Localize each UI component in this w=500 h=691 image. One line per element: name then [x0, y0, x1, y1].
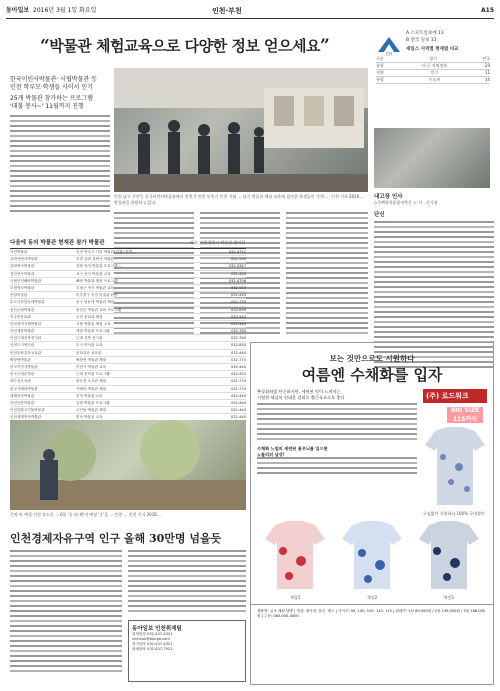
stats-cell: 화도진 도서관 체험	[76, 379, 107, 384]
stats-cell: 인천문화유산교육관	[10, 350, 42, 355]
stats-cell: 032-440	[230, 321, 246, 326]
stats-cell: 국립인천해양박물관	[10, 278, 42, 283]
stats-cell: 가천박물관	[10, 250, 28, 254]
ad-shirt-item	[263, 521, 327, 601]
ad-shirt-item	[340, 521, 404, 601]
ad-caption-right: 구김없이 시원하다 100% 국내생산	[423, 511, 485, 516]
stats-cell: 공항 박물관 프로그램	[76, 400, 110, 405]
stats-cell: 수도국산달동네박물관	[10, 300, 45, 305]
stats-cell: 이민사 박물관 교육	[76, 365, 107, 369]
ad-footer: 제품명: 실크 재원 남방 | 색상: 네이비, 블루, 레드 | 사이즈: 95, 100, 105, 110, 115 | 판매가: 1장 89,000원 / 2장 139,000원 / 3장 188,000원 | 주문: 080-000-0000	[251, 604, 493, 622]
stats-cell: 문화유산 교육관	[76, 350, 102, 355]
stats-cell: 근대 건축 전시관	[76, 336, 103, 341]
cover-row: 특별 수도권 14	[376, 77, 490, 82]
stats-row	[10, 393, 246, 400]
ad-big-size: BIG SIZE 115까지	[447, 407, 483, 423]
cover-row: 종합 시·군 지역정보 20	[376, 63, 490, 68]
stats-table	[10, 248, 246, 429]
shirt-label: 색상1	[290, 594, 301, 600]
stats-row	[10, 371, 246, 378]
stats-row	[10, 271, 246, 278]
stats-cell: 032-899	[230, 307, 246, 312]
stats-cell: 한국이민사박물관	[10, 365, 38, 369]
article2-body-col2	[128, 550, 246, 615]
stats-cell: 인천근대건축전시관	[10, 336, 42, 341]
stats-cell: 주민 문화관 체험	[76, 314, 103, 319]
main-photo-caption: 인천 남구 주안동 한국이민사박물관에서 인천기 인천 인천기 인천 기념 ... 남기 박물관 체험 교육에 참가한 학생들이 '인천 ... 인천 기자 2016 ... 박물관을 관람하고 있다.	[114, 194, 365, 205]
stats-row	[10, 342, 246, 349]
masthead	[6, 6, 494, 16]
infobox-row: incheon@donga.com	[132, 637, 170, 641]
stats-cell: 인천세계민속박물관	[10, 415, 42, 420]
ad-top-small: 보는 것만으로도 시원하다	[329, 354, 415, 363]
cover-title1: A 스모트일보에 13	[406, 31, 444, 36]
cover-row: 지역 인기 11	[376, 70, 490, 75]
shirt-label: 색상3	[443, 594, 454, 600]
infobox-row: 판매담당 032-437-7921	[132, 647, 173, 651]
stats-cell: 032-440	[230, 365, 246, 369]
stats-row	[10, 307, 246, 314]
stats-cell: 서구 선사 박물관 교육	[76, 271, 111, 276]
stats-cell: 미추홀구 송암 미술관 관람	[76, 293, 118, 298]
stats-row	[10, 285, 246, 292]
shirt-label: 색상2	[366, 594, 378, 600]
article1-headline: “박물관 체험교육으로 다양한 정보 얻으세요”	[40, 36, 330, 56]
tree-photo-illustration	[10, 420, 246, 510]
article2-headline: 인천경제자유구역 인구 올해 30만명 넘을듯	[10, 532, 222, 545]
stats-cell: 인천 연수구 가천 박물관(인천) 통계 ...	[76, 250, 137, 254]
cover-title2: B 전국 일보 13	[406, 38, 437, 43]
stats-cell: 이주민문화관	[10, 314, 31, 319]
stats-cell: 동구 달동네 박물관 체험	[76, 300, 115, 305]
shirt-blue-icon	[340, 521, 404, 591]
stats-cell: 인천강화고인돌박물관	[10, 408, 45, 413]
ad-brand: (주) 로드워크	[423, 389, 487, 403]
stats-cell: 한국근대문학관	[10, 372, 35, 377]
stats-cell: 도시 역사관 교육	[76, 343, 103, 348]
stats-source: 자료: 인천광역시 박물관 협의회	[189, 240, 245, 245]
article1-deck	[10, 76, 110, 111]
ad-shirt-item	[417, 521, 481, 601]
stats-cell: 근대 문학관 프로그램	[76, 372, 110, 377]
stats-cell: 032-850	[230, 343, 246, 348]
stats-cell: 032-515	[230, 285, 246, 290]
stats-cell: 세계문자박물관	[10, 393, 35, 398]
stats-cell: 032-760	[230, 336, 246, 341]
stats-row	[10, 350, 246, 357]
stats-row	[10, 400, 246, 407]
stats-cell: 032-455	[230, 372, 246, 377]
stats-row	[10, 299, 246, 306]
stats-row	[10, 278, 246, 285]
stats-row	[10, 378, 246, 385]
infobox-row: 취재팀장 032-437-4321	[132, 632, 173, 636]
stats-cell: 민속 박물관 교육	[76, 415, 103, 420]
stats-cell: 카메라 박물관 체험	[76, 386, 107, 391]
ad-copy2: 시원한 색감의 현대운 컬러로 출근룩으로도 좋다	[257, 394, 345, 400]
stats-cell: 강화자연사박물관	[10, 257, 38, 262]
stats-cell: 화도진도서관	[10, 379, 31, 384]
stats-cell: 인천광역시립박물관	[10, 321, 42, 326]
stats-row	[10, 256, 246, 263]
infobox	[128, 620, 246, 682]
deck-line: 한국이민사박물관· 시립박물관 등	[10, 76, 97, 83]
stats-cell: 032-770	[230, 300, 246, 305]
right-head1: 내고장 인사	[374, 194, 403, 200]
article2-body-col1	[10, 550, 122, 675]
deck-line: '대불 봉사~' 11월까지 진행	[10, 103, 84, 110]
stats-cell: 032-770	[230, 386, 246, 391]
stats-cell: 검단선사박물관	[10, 271, 35, 276]
stats-row	[10, 364, 246, 371]
stats-row	[10, 314, 246, 321]
stats-cell: 시립 박물관 체험 교육	[76, 321, 111, 326]
stats-cell: 032-440	[230, 408, 246, 413]
stats-cell: 강화역사박물관	[10, 264, 35, 269]
stats-cell: 인천개항박물관	[10, 329, 35, 334]
ch-logo-icon	[376, 34, 402, 56]
stats-cell: 문자 박물관 교육	[76, 393, 103, 398]
main-photo	[114, 68, 368, 192]
shirt-icon	[423, 427, 487, 507]
stats-row	[10, 357, 246, 364]
ad-sub1: 수채화 느낌의 세련된 꽃무늬를 입으면	[257, 446, 328, 451]
ad-copy1: 추상화처럼 단순하지만, 세련된 멋이 느껴지는	[257, 389, 341, 394]
stats-cell: 개항 박물관 프로그램	[76, 329, 110, 334]
stats-row	[10, 321, 246, 328]
stats-cell: 032-773	[230, 357, 246, 362]
masthead-page: A15	[481, 7, 494, 14]
deck-line: 인천 학부모·학생들 사이서 인기	[10, 84, 93, 91]
stats-row	[10, 386, 246, 393]
ad-sub2: 노블리쉬 남성!	[257, 451, 285, 457]
stats-row	[10, 292, 246, 299]
stats-row	[10, 407, 246, 414]
stats-cell: 송암미술관	[10, 293, 28, 298]
stats-cell: 인천공항박물관	[10, 400, 35, 405]
stats-cell: 한국카메라박물관	[10, 386, 38, 391]
stats-cell: 인천 강화 자연사 박물관 ...	[76, 257, 119, 262]
stats-cell: 부평역사박물관	[10, 285, 35, 290]
article2-photo	[10, 420, 246, 510]
stats-row	[10, 249, 246, 256]
cover-row: 구분 경기 전국	[376, 56, 490, 61]
stats-cell: 032-760	[230, 329, 246, 334]
stats-cell: 해양 박물관 체험 프로그램	[76, 278, 118, 283]
article1-body-col4	[286, 212, 368, 337]
stats-cell: 짜장면 박물관 체험	[76, 357, 107, 362]
stats-cell: 032-9347	[228, 264, 246, 269]
article1-body-col1	[10, 115, 110, 215]
infobox-row: 광고담당 032-437-4321	[132, 642, 173, 646]
article2-photo-caption: 동막 단 예절 인천 송도동 ... 6일 '종·정·체'의 예정 '준'을 ... 인천 ... 인천 기자 2016 ...	[10, 512, 162, 517]
cover-heading: 세일스 지역별 현재별 비교	[406, 47, 459, 52]
shirt-navy-icon	[417, 521, 481, 591]
stats-cell: 032-440	[230, 293, 246, 298]
stats-cell: 강화 역사 박물관 프로그램 ...	[76, 264, 123, 269]
cover-table	[376, 56, 490, 84]
stats-cell: 032-930	[230, 257, 246, 262]
stats-cell: 고인돌 박물관 체험	[76, 408, 107, 413]
stats-cell: 032-440	[230, 271, 246, 276]
svg-text:CH: CH	[386, 51, 392, 56]
stats-cell: 032-440	[230, 400, 246, 405]
stats-cell: 032-770	[230, 379, 246, 384]
advertisement	[250, 342, 494, 685]
stats-row	[10, 328, 246, 335]
stats-cell: 032-4721	[228, 250, 246, 254]
stats-row	[10, 263, 246, 270]
stats-cell: 032-440	[230, 415, 246, 420]
right-head2: 단신	[374, 211, 385, 218]
masthead-paper: 동아일보 2016년 3월 1일 화요일	[6, 7, 97, 14]
stats-cell: 032-440	[230, 314, 246, 319]
masthead-section: 인천·부천	[212, 7, 242, 15]
stats-cell: 짜장면박물관	[10, 357, 31, 362]
stats-cell: 옹진군 박물관 교육 프로그램	[76, 307, 122, 312]
stats-cell: 부평구 역사 박물관 교육	[76, 285, 115, 290]
deck-line: 25개 박물관 참가하는 프로그램	[10, 95, 93, 102]
right-column	[374, 128, 494, 371]
stats-cell: 032-440	[230, 393, 246, 398]
stats-cell: 옹진군립박물관	[10, 307, 35, 312]
infobox-title: 동아일보 인천취재팀	[132, 626, 182, 632]
stats-cell: 032-4706	[228, 278, 246, 283]
stats-cell: 인천도시역사관	[10, 343, 35, 348]
stats-title: 다음에 동의 박물관 현재관 참가 박물관	[10, 240, 105, 246]
ad-top-big: 여름엔 수채화를 입자	[301, 366, 443, 384]
right-tag: ◇주택청약종합저축은 ㅁ 시...신기정	[374, 200, 438, 205]
cover-box	[372, 24, 492, 122]
right-photo	[374, 128, 490, 188]
stats-cell: 032-440	[230, 350, 246, 355]
stats-row	[10, 335, 246, 342]
shirt-red-icon	[263, 521, 327, 591]
masthead-rule	[6, 18, 494, 19]
museum-photo-illustration	[114, 68, 368, 192]
